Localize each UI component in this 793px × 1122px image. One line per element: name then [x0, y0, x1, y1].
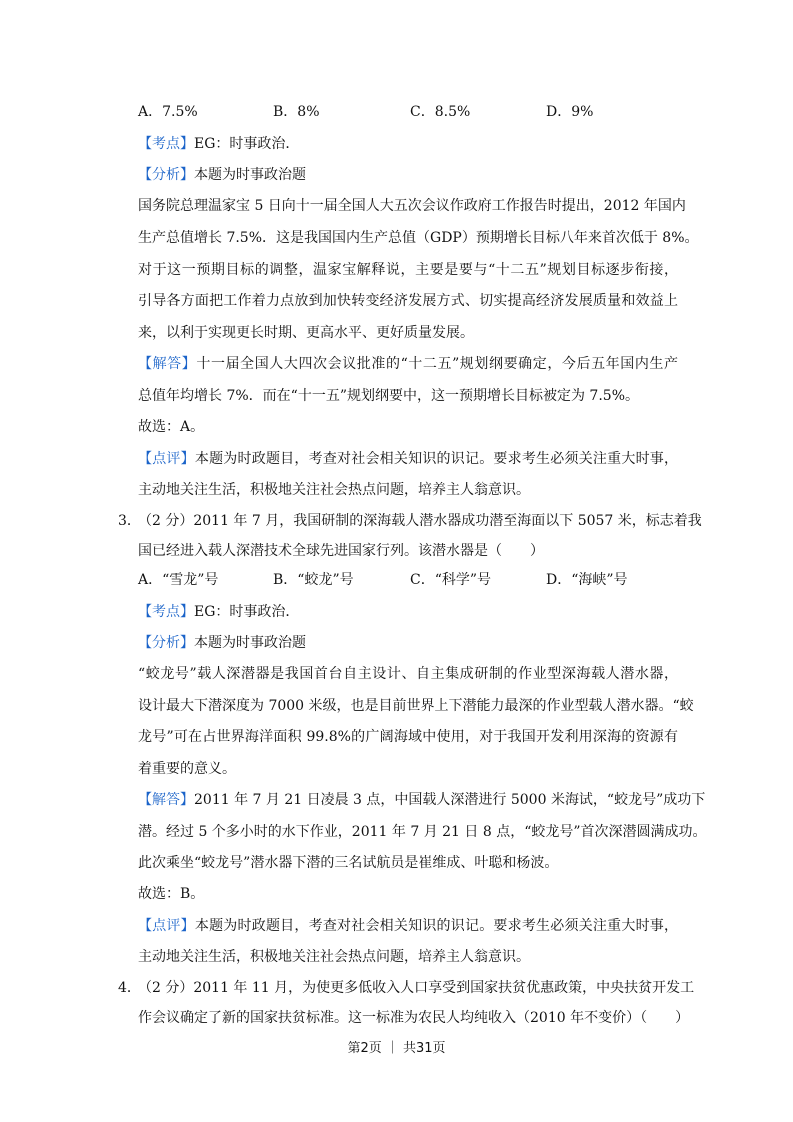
q2-kaodian [138, 134, 678, 154]
q3-jieda [138, 790, 706, 810]
q4-stem [118, 978, 695, 998]
q3-dianping-line: 主动地关注生活，积极地关注社会热点问题，培养主人翁意识。 [138, 949, 530, 965]
kaodian-text: EG：时事政治． [194, 604, 300, 620]
q3-fenxi-line: “蛟龙号”载人深潜器是我国首台自主设计、自主集成研制的作业型深海载人潜水器， [138, 666, 678, 682]
q2-fenxi-line: 引导各方面把工作着力点放到加快转变经济发展方式、切实提高经济发展质量和效益上 [138, 293, 678, 309]
option-a: A．7.5% [138, 104, 198, 120]
question-number: 3． [118, 513, 141, 529]
jieda-text: 十一届全国人大四次会议批准的“十二五”规划纲要确定，今后五年国内生产 [196, 356, 679, 372]
q2-answer: 故选：A。 [138, 419, 205, 435]
q3-fenxi-line: 龙号”可在占世界海洋面积 99.8%的广阔海域中使用，对于我国开发利用深海的资源有 [138, 729, 678, 745]
kaodian-text: EG：时事政治． [194, 136, 300, 152]
q2-jieda [138, 354, 678, 374]
q4-stem-line: 作会议确定了新的国家扶贫标准。这一标准为农民人均纯收入（2010 年不变价）（ ） [138, 1010, 690, 1026]
option-d: D．“海峡”号 [546, 572, 628, 588]
page-footer: 第2页 ｜ 共31页 [347, 1041, 446, 1056]
q3-stem-line: 国已经进入载人深潜技术全球先进国家行列。该潜水器是（ ） [138, 543, 544, 559]
question-number: 4． [118, 980, 141, 996]
option-d: D．9% [546, 104, 594, 120]
jieda-tag: 【解答】 [138, 792, 194, 808]
q2-dianping-line: 主动地关注生活，积极地关注社会热点问题，培养主人翁意识。 [138, 482, 530, 498]
fenxi-text: 本题为时事政治题 [194, 167, 306, 183]
q3-answer: 故选：B。 [138, 886, 205, 902]
dianping-tag: 【点评】 [138, 451, 195, 467]
q3-fenxi-line: 着重要的意义。 [138, 761, 236, 777]
option-a: A．“雪龙”号 [138, 572, 219, 588]
fenxi-text: 本题为时事政治题 [194, 635, 306, 651]
q3-jieda-line: 此次乘坐“蛟龙号”潜水器下潜的三名试航员是崔维成、叶聪和杨波。 [138, 855, 559, 871]
fenxi-tag: 【分析】 [138, 635, 194, 651]
kaodian-tag: 【考点】 [138, 136, 194, 152]
dianping-text: 本题为时政题目，考查对社会相关知识的识记。要求考生必须关注重大时事， [194, 918, 679, 934]
q2-fenxi-line: 生产总值增长 7.5%．这是我国国内生产总值（GDP）预期增长目标八年来首次低于 8%。 [138, 230, 699, 246]
dianping-text: 本题为时政题目，考查对社会相关知识的识记。要求考生必须关注重大时事， [194, 451, 679, 467]
fenxi-tag: 【分析】 [138, 167, 194, 183]
q3-stem [118, 511, 702, 531]
dianping-tag: 【点评】 [138, 918, 195, 934]
jieda-tag: 【解答】 [138, 356, 197, 372]
q3-stem-text: （2 分）2011 年 7 月，我国研制的深海载人潜水器成功潜至海面以下 5057 米，标志着我 [138, 513, 702, 529]
kaodian-tag: 【考点】 [138, 604, 194, 620]
q3-kaodian [138, 602, 678, 622]
option-c: C．8.5% [410, 104, 471, 120]
q3-fenxi [138, 633, 678, 653]
q2-fenxi-line: 来，以利于实现更长时期、更高水平、更好质量发展。 [138, 325, 474, 341]
q2-dianping [138, 449, 678, 469]
option-b: B．8% [273, 104, 320, 120]
q2-fenxi-line: 国务院总理温家宝 5 日向十一届全国人大五次会议作政府工作报告时提出，2012 年国内 [138, 198, 686, 214]
option-c: C．“科学”号 [410, 572, 492, 588]
q2-fenxi-line: 对于这一预期目标的调整，温家宝解释说，主要是要与“十二五”规划目标逐步衔接， [138, 262, 678, 278]
q3-dianping [138, 916, 678, 936]
jieda-text: 2011 年 7 月 21 日凌晨 3 点，中国载人深潜进行 5000 米海试，“蛟龙号”成功下 [194, 792, 706, 808]
q2-fenxi [138, 165, 678, 185]
q4-stem-text: （2 分）2011 年 11 月，为使更多低收入人口享受到国家扶贫优惠政策，中央扶贫开发工 [138, 980, 695, 996]
q2-jieda-line: 总值年均增长 7%．而在“十一五”规划纲要中，这一预期增长目标被定为 7.5%。 [138, 388, 639, 404]
q3-fenxi-line: 设计最大下潜深度为 7000 米级，也是目前世界上下潜能力最深的作业型载人潜水器。“蛟 [138, 698, 694, 714]
q3-jieda-line: 潜。经过 5 个多小时的水下作业，2011 年 7 月 21 日 8 点，“蛟龙号”首次深潜圆满成功。 [138, 824, 707, 840]
option-b: B．“蛟龙”号 [273, 572, 354, 588]
